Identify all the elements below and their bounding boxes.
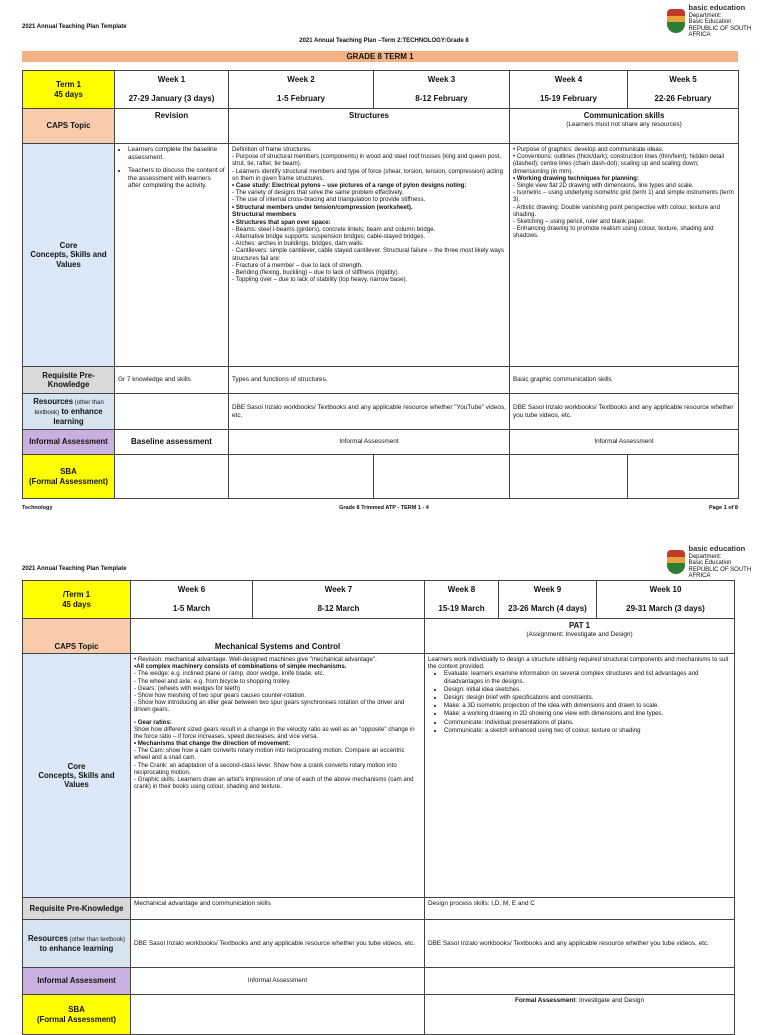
core-label: Core Concepts, Skills and Values [23,144,115,367]
week-7: Week 7 8-12 March [253,581,425,619]
prereq-w67: Mechanical advantage and communication skills [131,898,425,920]
sba-pat: Formal Assessment: Investigate and Design [425,995,735,1035]
resources-pat: DBE Sasol Inzalo workbooks/ Textbooks and any applicable resource whether you tube videos, etc. [425,920,735,968]
dbe-logo [667,4,768,39]
prereq-label: Requisite Pre- Knowledge [23,367,115,394]
caps-w67: Mechanical Systems and Control [131,619,425,654]
week-3: Week 3 8-12 February [374,71,510,109]
logo-name-2: basic education [688,544,746,553]
prereq-w23: Types and functions of structures. [229,367,510,394]
dbe-logo-2 [667,545,768,580]
sba-w2 [229,455,374,499]
template-title-2: 2021 Annual Teaching Plan Template [22,566,127,572]
logo-line3-2: REPUBLIC OF SOUTH AFRICA [688,566,752,580]
sba-w1 [115,455,229,499]
week-1: Week 1 27-29 January (3 days) [115,71,229,109]
footer-center: Grade 8 Trimmed ATP - TERM 1 - 4 [339,505,429,511]
informal-w1: Baseline assessment [115,430,229,455]
week-10: Week 10 29-31 March (3 days) [597,581,735,619]
prereq-pat: Design process skills: I,D, M, E and C [425,898,735,920]
plan-table-page1 [22,70,739,499]
informal-w23: Informal Assessment [229,430,510,455]
logo-line1-2: Department: [688,553,722,560]
week-2: Week 2 1-5 February [229,71,374,109]
template-title: 2021 Annual Teaching Plan Template [22,24,127,30]
sba-w3 [374,455,510,499]
week-4: Week 4 15-19 February [510,71,628,109]
caps-w23: Structures [229,109,510,144]
footer-left: Technology [22,505,53,511]
sba-w4 [510,455,628,499]
grade-bar: GRADE 8 TERM 1 [22,51,738,62]
resources-label-2: Resources (other than textbook) to enhance learning [23,920,131,968]
informal-pat [425,968,735,995]
caps-label-2: CAPS Topic [23,619,131,654]
core-w1: • Learners complete the baseline assessment. • Teachers to discuss the content of the assessment with learners after completing the activity. [115,144,229,367]
resources-w23: DBE Sasol Inzalo workbooks/ Textbooks and any applicable resource whether "YouTube" videos, etc. [229,394,510,430]
logo-line2-2: Basic Education [688,560,732,567]
coat-of-arms-icon [667,9,685,33]
core-pat: Learners work individually to design a structure utilising required structural components and mechanisms to suit the context provided. • Evaluate: learners examine information on several complex structures and list advantages and disadvantages in the designs. • Design: initial idea sketches. • Design: design brief with specifications and constraints. • Make: a 3D isometric projection of the idea with dimensions and drawn to scale. • Make: a working drawing in 2D showing one view with dimensions and line types. • Communicate: Individual presentations of plans. • Communicate: a sketch enhanced using two of colour, texture or shading [425,654,735,898]
resources-label: Resources (other than textbook) to enhance learning [23,394,115,430]
doc-title: 2021 Annual Teaching Plan –Term 2:TECHNOLOGY:Grade 8 [299,38,469,44]
logo-line3: REPUBLIC OF SOUTH AFRICA [688,25,752,39]
core-w67: • Revision: mechanical advantage. Well-designed machines give "mechanical advantage". •All complex machinery consists of combinations of simple mechanisms. - The wedge: e.g. inclined plane or ramp, door wedge, knife blade, etc. - The wheel and axle: e.g. from bicycle to shopping trolley. - Gears: (wheels with wedges for teeth) - Show how meshing of two spur gears causes counter-rotation. - Show how introducing an idler gear between two spur gears synchronises rotation of the driver and driven gears. - Gear ratios: Show how different sized gears result in a change in the velocity ratio as well as an "opposite" change in the force ratio – if force increases, speed decreases, and vice versa. • Mechanisms that change the direction of movement: - The Cam: show how a cam converts rotary motion into reciprocating motion. Compare an eccentric wheel and a snail cam. - The Crank: an adaptation of a second-class lever. Show how a crank converts rotary motion into reciprocating motion. - Graphic skills: Learners draw an artist's impression of one of each of the above mechanisms (cam and crank) in their books using colour, shading and texture. [131,654,425,898]
resources-w67: DBE Sasol Inzalo workbooks/ Textbooks and any applicable resource whether you tube videos, etc. [131,920,425,968]
prereq-w45: Basic graphic communication skills [510,367,739,394]
sba-w67 [131,995,425,1035]
core-label-2: Core Concepts, Skills and Values [23,654,131,898]
plan-table-page2 [22,580,735,1035]
informal-w67: Informal Assessment [131,968,425,995]
caps-w45: Communication skills (Learners must not share any resources) [510,109,739,144]
resources-w1 [115,394,229,430]
term-cell: Term 1 45 days [23,71,115,109]
week-9: Week 9 23-26 March (4 days) [499,581,597,619]
logo-name: basic education [688,3,746,12]
footer-right: Page 1 of 8 [708,505,738,511]
caps-pat: PAT 1 (Assignment: Investigate and Design) [425,619,735,654]
sba-w5 [628,455,739,499]
prereq-label-2: Requisite Pre-Knowledge [23,898,131,920]
logo-line2: Basic Education [688,19,732,26]
sba-label-2: SBA (Formal Assessment) [23,995,131,1035]
logo-line1: Department: [688,12,722,19]
resources-w45: DBE Sasol Inzalo workbooks/ Textbooks and any applicable resource whether you tube videos, etc. [510,394,739,430]
coat-of-arms-icon [667,550,685,574]
caps-label: CAPS Topic [23,109,115,144]
term-cell-2: /Term 1 45 days [23,581,131,619]
week-6: Week 6 1-5 March [131,581,253,619]
prereq-w1: Gr 7 knowledge and skills [115,367,229,394]
core-w23: Definition of frame structures. - Purpose of structural members (components) in wood and steel roof trusses (king and queen post, strut, tie, rafter, tie beam). - Learners identify structural members and type of force (shear, torsion, tension, compression) acting on them in given frame structures. • Case study: Electrical pylons – use pictures of a range of pylon designs noting: - The variety of designs that solve the same problem effectively. - The use of internal cross-bracing and triangulation to provide stiffness. • Structural members under tension/compression (worksheet). Structural members • Structures that span over space: - Beams: steel I-beams (girders), concrete lintels; beam and column bridge. - Alternative bridge supports: suspension bridges; cable-stayed bridges. - Arches: arches in buildings, bridges, dam walls. - Cantilevers: simple cantilever, cable stayed cantilever. Structural failure – the three most likely ways structures fail are: - Fracture of a member – due to lack of strength. - Bending (flexing, buckling) – due to lack of stiffness (rigidity). - Toppling over – due to lack of stability (top heavy, narrow base). [229,144,510,367]
week-8: Week 8 15-19 March [425,581,499,619]
caps-w1: Revision [115,109,229,144]
informal-label: Informal Assessment [23,430,115,455]
sba-label: SBA (Formal Assessment) [23,455,115,499]
core-w45: • Purpose of graphics: develop and communicate ideas. • Conventions: outlines (thick/dark); construction lines (thin/feint); hidden detail (dashed); centre lines (chain dash-dot); scaling up and scaling down; dimensioning (in mm). • Working drawing techniques for planning: - Single view flat 2D drawing with dimensions, line types and scale. - Isometric – using underlying isometric grid (term 1) and simple instruments (term 3). - Artistic drawing: Double vanishing point perspective with colour, texture and shading. - Sketching – using pencil, ruler and blank paper. - Enhancing drawing to promote realism using colour, texture, shading and shadows. [510,144,739,367]
week-5: Week 5 22-26 February [628,71,739,109]
informal-w45: Informal Assessment [510,430,739,455]
informal-label-2: Informal Assessment [23,968,131,995]
